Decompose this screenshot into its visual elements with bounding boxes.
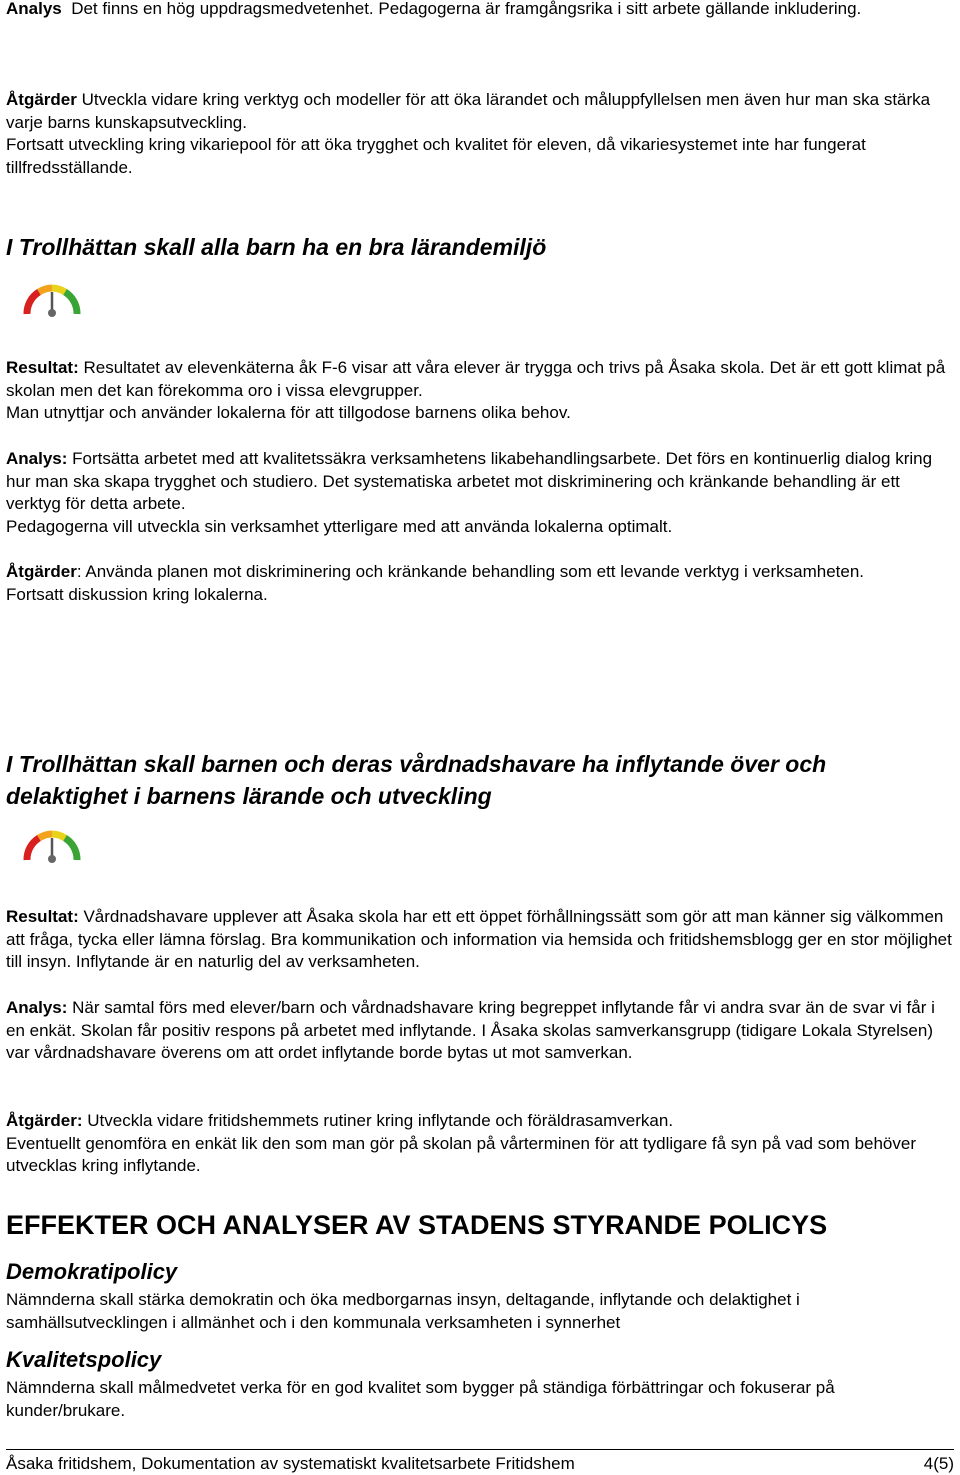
section1-resultat-text: Resultatet av elevenkäterna åk F-6 visar att våra elever är trygga och trivs på Åsaka skola. Det är ett gott klimat på skolan men det kan förekomma oro i vissa elevgrupper. <box>6 358 946 400</box>
top-atgarder-text: Utveckla vidare kring verktyg och modeller för att öka lärandet och måluppfyllelsen men även hur man ska stärka varje barns kunskapsutveckling. <box>6 90 931 132</box>
kvalitetspolicy-text: Nämnderna skall målmedvetet verka för en god kvalitet som bygger på ständiga förbättringar och fokuserar på kunder/brukare. <box>6 1378 835 1420</box>
section1-atgarder-label: Åtgärder <box>6 562 77 581</box>
section2-atgarder-label: Åtgärder: <box>6 1111 83 1130</box>
top-analys-paragraph <box>6 0 954 21</box>
kvalitetspolicy-heading: Kvalitetspolicy <box>6 1347 162 1372</box>
top-atgarder-paragraph <box>6 89 954 179</box>
section2-resultat-text: Vårdnadshavare upplever att Åsaka skola har ett ett öppet förhållningssätt som gör att man känner sig välkommen att fråga, tycka eller lämna förslag. Bra kommunikation och information via hemsida och fritidshemsblogg ger en stor möjlighet till insyn. Inflytande är en naturlig del av verksamheten. <box>6 907 952 972</box>
top-analys-label: Analys <box>6 0 62 18</box>
section2-analys-text: När samtal förs med elever/barn och vårdnadshavare kring begreppet inflytande får vi andra svar än de svar vi får i en enkät. Skolan får positiv respons på arbetet med inflytande. I Åsaka skolas samverkansgrupp (tidigare Lokala Styrelsen) var vårdnadshavare överens om att ordet inflytande borde bytas ut mot samverkan. <box>6 998 935 1063</box>
gauge-hub <box>48 309 56 317</box>
gauge-icon-section1 <box>21 282 83 320</box>
gauge-red-arc <box>27 292 39 314</box>
section1-analys-paragraph <box>6 448 954 538</box>
section1-analys-text2: Pedagogerna vill utveckla sin verksamhet ytterligare med att använda lokalerna optimalt. <box>6 516 673 536</box>
section2-resultat-paragraph <box>6 906 954 974</box>
demokratipolicy-text: Nämnderna skall stärka demokratin och öka medborgarnas insyn, deltagande, inflytande och delaktighet i samhällsutvecklingen i allmänhet och i den kommunala verksamheten i synnerhet <box>6 1290 800 1332</box>
top-atgarder-label: Åtgärder <box>6 90 77 109</box>
section1-atgarder-text2: Fortsatt diskussion kring lokalerna. <box>6 584 268 604</box>
section1-atgarder-paragraph <box>6 561 954 606</box>
section1-resultat-paragraph <box>6 357 954 425</box>
section1-analys-label: Analys: <box>6 449 68 468</box>
section2-atgarder-paragraph <box>6 1110 954 1178</box>
gauge-yellow-arc <box>52 288 65 292</box>
section2-atgarder-text2: Eventuellt genomföra en enkät lik den som man gör på skolan på vårterminen för att tydligare få syn på vad som behöver utvecklas kring inflytande. <box>6 1133 916 1176</box>
section2-heading: I Trollhättan skall barnen och deras vårdnadshavare ha inflytande över och delaktighet i barnens lärande och utveckling <box>6 751 827 809</box>
demokratipolicy-heading: Demokratipolicy <box>6 1259 178 1284</box>
gauge-green-arc <box>65 838 77 860</box>
gauge-red-arc <box>27 838 39 860</box>
gauge-orange-arc <box>39 834 52 838</box>
page-footer <box>6 1449 954 1475</box>
page-number: 4(5) <box>923 1454 954 1473</box>
top-analys-text: Det finns en hög uppdragsmedvetenhet. Pedagogerna är framgångsrika i sitt arbete gällande inkludering. <box>71 0 862 18</box>
gauge-orange-arc <box>39 288 52 292</box>
gauge-green-arc <box>65 292 77 314</box>
section1-analys-text: Fortsätta arbetet med att kvalitetssäkra verksamhetens likabehandlingsarbete. Det förs en kontinuerlig dialog kring hur man ska skapa trygghet och studiero. Det systematiska arbetet mot diskriminering och kränkande behandling är ett verktyg för detta arbete. <box>6 449 933 514</box>
top-atgarder-text2: Fortsatt utveckling kring vikariepool för att öka trygghet och kvalitet för eleven, då vikariesystemet inte har fungerat tillfredsställande. <box>6 135 866 177</box>
section2-resultat-label: Resultat: <box>6 907 79 926</box>
gauge-icon-section2 <box>21 828 83 866</box>
section1-heading: I Trollhättan skall alla barn ha en bra lärandemiljö <box>6 234 547 260</box>
section1-resultat-text2: Man utnyttjar och använder lokalerna för att tillgodose barnens olika behov. <box>6 403 571 423</box>
section1-resultat-label: Resultat: <box>6 358 79 377</box>
gauge-yellow-arc <box>52 834 65 838</box>
section1-atgarder-text: : Använda planen mot diskriminering och kränkande behandling som ett levande verktyg i verksamheten. <box>76 562 865 581</box>
footer-title: Åsaka fritidshem, Dokumentation av systematiskt kvalitetsarbete Fritidshem <box>6 1454 575 1473</box>
policy-section-heading: EFFEKTER OCH ANALYSER AV STADENS STYRANDE POLICYS <box>6 1210 828 1240</box>
section2-atgarder-text: Utveckla vidare fritidshemmets rutiner kring inflytande och föräldrasamverkan. <box>87 1111 674 1130</box>
gauge-hub <box>48 855 56 863</box>
section2-analys-paragraph <box>6 997 954 1065</box>
section2-analys-label: Analys: <box>6 998 68 1017</box>
